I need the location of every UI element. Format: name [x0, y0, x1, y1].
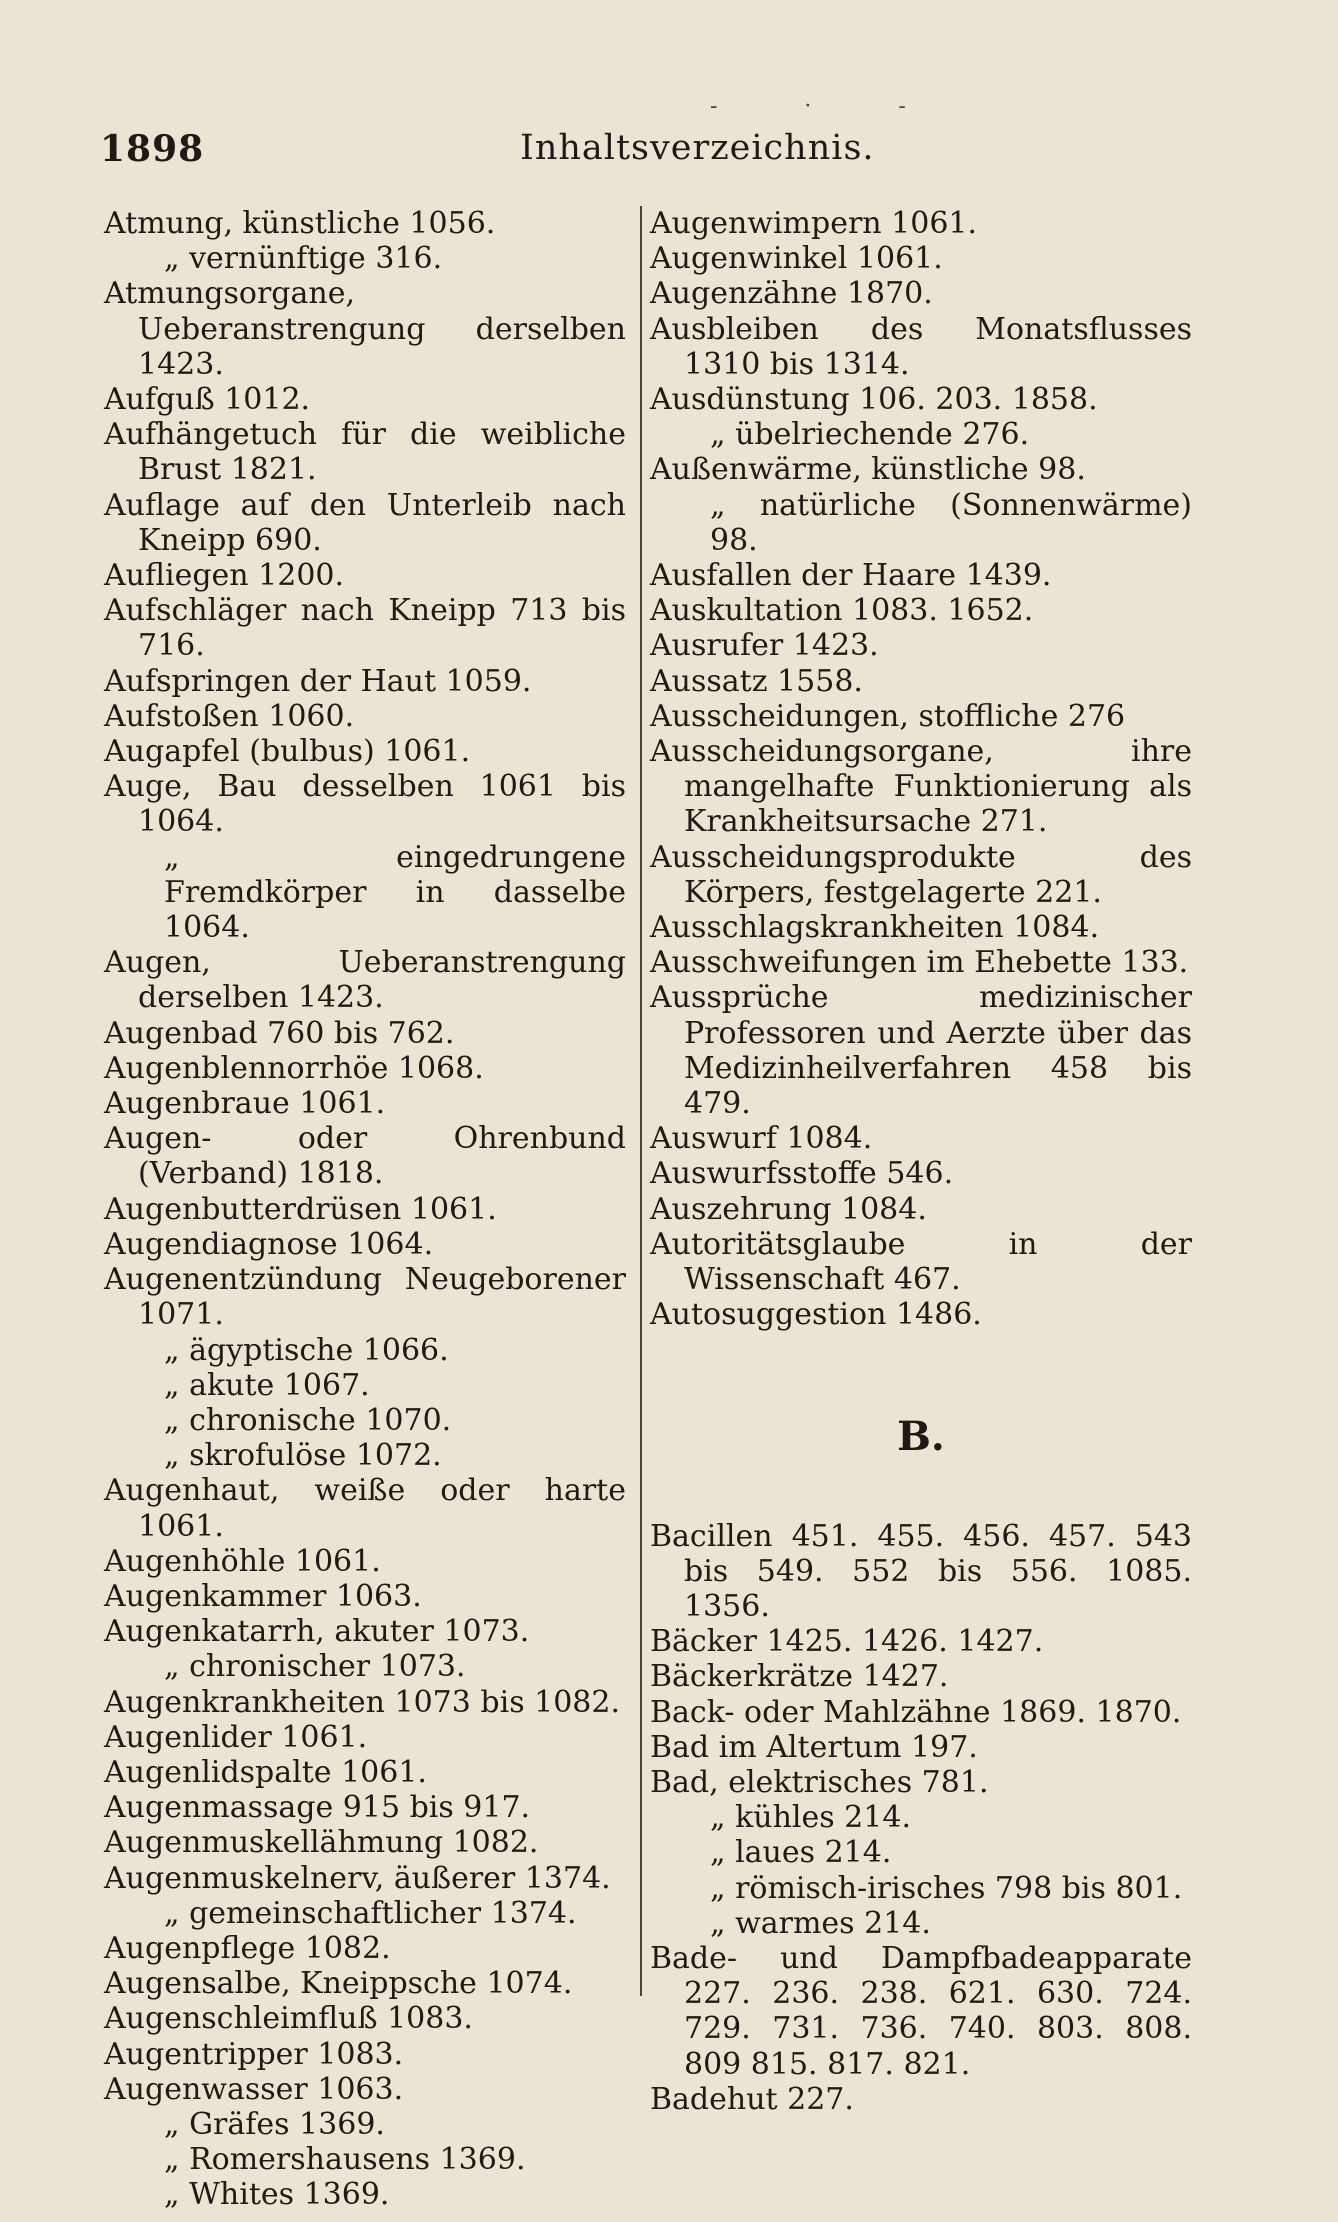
index-subentry: „ skrofulöse 1072. — [164, 1438, 442, 1474]
index-entry: Augen, Ueberanstrengung derselben 1423. — [104, 945, 626, 1016]
index-entry: Augenbutterdrüsen 1061. — [104, 1191, 497, 1227]
index-group-a — [650, 206, 1192, 1333]
index-entry: Back- oder Mahlzähne 1869. 1870. — [650, 1694, 1182, 1730]
index-subentry: „ übelriechende 276. — [710, 417, 1030, 453]
index-entry: Augenwimpern 1061. — [650, 206, 978, 241]
index-entry: Augenblennorrhöe 1068. — [104, 1050, 484, 1086]
index-group-b — [650, 1519, 1192, 2117]
print-marks: - · - — [710, 94, 946, 119]
index-entry: Augenentzündung Neugeborener 1071. — [104, 1262, 626, 1333]
index-subentry: „ Gräfes 1369. — [164, 2106, 385, 2142]
index-entry: Ausrufer 1423. — [650, 628, 879, 664]
index-entry: Augendiagnose 1064. — [104, 1226, 434, 1262]
index-entry: Augensalbe, Kneippsche 1074. — [104, 1966, 573, 2002]
index-entry: Atmungsorgane, Ueberanstrengung derselben 1423. — [104, 276, 626, 382]
index-entry: Augenmuskelnerv, äußerer 1374. — [104, 1860, 611, 1896]
index-subentry: „ kühles 214. — [710, 1800, 911, 1836]
index-entry: Ausdünstung 106. 203. 1858. — [650, 382, 1098, 418]
index-entry: Ausscheidungsprodukte des Körpers, festgelagerte 221. — [650, 839, 1192, 910]
index-entry: Aufliegen 1200. — [104, 558, 345, 594]
index-entry: Augenzähne 1870. — [650, 276, 933, 312]
index-subentry: „ vernünftige 316. — [164, 241, 443, 277]
index-entry: Augen- oder Ohrenbund (Verband) 1818. — [104, 1121, 626, 1192]
index-entry: Ausfallen der Haare 1439. — [650, 558, 1052, 594]
index-entry: Augenmassage 915 bis 917. — [104, 1790, 531, 1826]
index-entry: Badehut 227. — [650, 2081, 854, 2117]
index-entry: Augenhaut, weiße oder harte 1061. — [104, 1473, 626, 1544]
index-entry: Aussatz 1558. — [650, 663, 863, 699]
index-entry: Augenkammer 1063. — [104, 1578, 422, 1614]
index-entry: Augenbraue 1061. — [104, 1086, 386, 1122]
index-entry: Augenbad 760 bis 762. — [104, 1015, 455, 1051]
index-entry: Aufguß 1012. — [104, 382, 311, 418]
index-entry: Augenschleimfluß 1083. — [104, 2001, 473, 2037]
index-entry: Ausbleiben des Monatsflusses 1310 bis 1314. — [650, 311, 1192, 382]
index-entry: Augenwasser 1063. — [104, 2071, 404, 2107]
index-subentry: „ warmes 214. — [710, 1905, 931, 1941]
index-entry: Augenhöhle 1061. — [104, 1543, 381, 1579]
index-entry: Augenpflege 1082. — [104, 1930, 391, 1966]
index-entry: Auge, Bau desselben 1061 bis 1064. — [104, 769, 626, 840]
running-title: Inhaltsverzeichnis. — [520, 128, 875, 168]
index-subentry: „ ägyptische 1066. — [164, 1332, 449, 1368]
index-column-left — [104, 206, 626, 2213]
index-entry: Autoritätsglaube in der Wissenschaft 467. — [650, 1226, 1192, 1298]
index-subentry: „ eingedrungene Fremdkörper in dasselbe 1064. — [164, 839, 626, 946]
index-entry: Augenlider 1061. — [104, 1719, 368, 1755]
index-entry: Bad im Altertum 197. — [650, 1729, 978, 1765]
index-entry: Bacillen 451. 455. 456. 457. 543 bis 549. 552 bis 556. 1085. 1356. — [650, 1518, 1192, 1624]
index-entry: Bäcker 1425. 1426. 1427. — [650, 1624, 1044, 1660]
index-entry: Bad, elektrisches 781. — [650, 1764, 989, 1800]
index-entry: Auszehrung 1084. — [650, 1191, 927, 1227]
index-subentry: „ gemeinschaftlicher 1374. — [164, 1895, 577, 1931]
index-entry: Auswurfsstoffe 546. — [650, 1156, 954, 1192]
index-subentry: „ akute 1067. — [164, 1367, 370, 1403]
index-entry: Ausscheidungsorgane, ihre mangelhafte Funktionierung als Krankheitsursache 271. — [650, 734, 1192, 840]
index-entry: Ausscheidungen, stoffliche 276 — [650, 698, 1126, 734]
index-column-right — [650, 206, 1192, 2117]
index-entry: Augapfel (bulbus) 1061. — [104, 734, 471, 770]
index-entry: Augentripper 1083. — [104, 2036, 404, 2072]
index-subentry: „ chronische 1070. — [164, 1402, 452, 1438]
index-subentry: „ natürliche (Sonnenwärme) 98. — [710, 487, 1192, 558]
section-heading: B. — [897, 1412, 945, 1460]
index-entry: Außenwärme, künstliche 98. — [650, 452, 1086, 488]
index-entry: Aufstoßen 1060. — [104, 698, 355, 734]
index-entry: Aussprüche medizinischer Professoren und Aerzte über das Medizinheilverfahren 458 bis 479. — [650, 980, 1192, 1122]
page-number: 1898 — [100, 128, 205, 170]
index-entry: Auskultation 1083. 1652. — [650, 593, 1034, 629]
index-entry: Bade- und Dampfbadeapparate 227. 236. 238. 621. 630. 724. 729. 731. 736. 740. 803. 808. 809 815. 817. 821. — [650, 1940, 1192, 2082]
index-entry: Ausschlagskrankheiten 1084. — [650, 910, 1100, 946]
index-subentry: „ laues 214. — [710, 1835, 892, 1871]
index-entry: Aufschläger nach Kneipp 713 bis 716. — [104, 593, 626, 664]
index-subentry: „ römisch-irisches 798 bis 801. — [710, 1870, 1183, 1906]
index-entry: Augenkatarrh, akuter 1073. — [104, 1614, 530, 1650]
index-entry: Bäckerkrätze 1427. — [650, 1659, 949, 1695]
index-subentry: „ Whites 1369. — [164, 2177, 390, 2213]
column-divider — [640, 206, 642, 1996]
index-entry: Augenkrankheiten 1073 bis 1082. — [104, 1684, 621, 1720]
index-entry: Aufspringen der Haut 1059. — [104, 663, 532, 699]
index-entry: Augenmuskellähmung 1082. — [104, 1825, 539, 1861]
index-entry: Autosuggestion 1486. — [650, 1297, 982, 1333]
index-entry: Atmung, künstliche 1056. — [104, 206, 496, 241]
index-entry: Ausschweifungen im Ehebette 133. — [650, 945, 1189, 981]
index-entry: Auswurf 1084. — [650, 1121, 873, 1157]
page-header — [100, 128, 1190, 188]
index-entry: Aufhängetuch für die weibliche Brust 1821. — [104, 417, 626, 488]
index-entry: Auflage auf den Unterleib nach Kneipp 690. — [104, 487, 626, 558]
index-entry: Augenwinkel 1061. — [650, 241, 943, 277]
index-entry: Augenlidspalte 1061. — [104, 1754, 427, 1790]
index-subentry: „ chronischer 1073. — [164, 1649, 466, 1685]
index-subentry: „ Romershausens 1369. — [164, 2142, 526, 2178]
